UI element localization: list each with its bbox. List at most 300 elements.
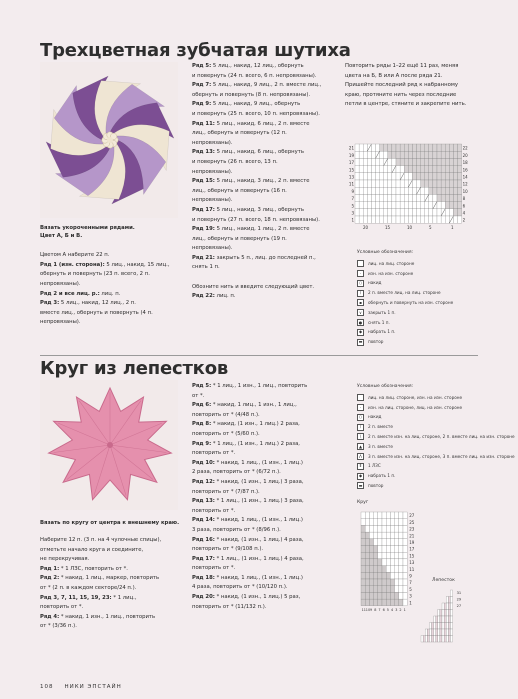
section2-col2-line: [192, 507, 342, 517]
legend1-item: [357, 308, 482, 318]
petal-cell: [427, 629, 429, 636]
chart1-cell: [412, 151, 416, 158]
chart1-cell: [400, 158, 404, 165]
chart1-cell: [380, 180, 384, 187]
section1-col2-line: [192, 216, 337, 226]
section1-col2-row-text: обернуть и повернуть (8 п. непровязаны).: [192, 91, 311, 98]
chart1-cell: [396, 166, 400, 173]
section2-col2-line: [192, 564, 342, 574]
chart2-cell: [403, 532, 407, 539]
section1-col2-line: [192, 72, 337, 82]
legend2-symbol-icon: /: [357, 424, 364, 431]
section1-col3-line: цвета на Б, В или А после ряда 21.: [345, 72, 443, 79]
chart1-cell: [453, 180, 457, 187]
section1-col2-line: [192, 225, 337, 235]
chart1-cell: [433, 209, 437, 216]
section2-col2-line: [192, 526, 342, 536]
chart2-cell: [382, 539, 386, 546]
section1-col2-line: [192, 129, 337, 139]
chart2-cell: [386, 525, 390, 532]
chart1-cell: [400, 216, 404, 223]
petal-cell: [429, 623, 431, 630]
petal-cell: [448, 603, 450, 610]
chart1-row-number: 1: [351, 217, 354, 223]
chart1-cell: [380, 144, 384, 151]
chart2-cell: [361, 519, 365, 526]
chart2-cell: [399, 532, 403, 539]
chart2-cell: [395, 512, 399, 519]
chart1-cell: [388, 187, 392, 194]
chart1-cell: [367, 151, 371, 158]
section2-col1-line: [40, 574, 182, 584]
chart1-cell: [388, 202, 392, 209]
chart1-cell: [433, 173, 437, 180]
legend1-item: [357, 337, 482, 347]
chart1-cell: [453, 216, 457, 223]
section2-col2-line: [192, 382, 342, 392]
petal-cell: [446, 603, 448, 610]
chart2-cell: [369, 599, 373, 606]
chart1-cell: [425, 187, 429, 194]
chart2-row-number: 25: [409, 519, 415, 525]
chart1-cell: [458, 173, 462, 180]
section2-col1-row-text: отметьте начало круга и соедините,: [40, 546, 144, 553]
chart1-cell: [400, 194, 404, 201]
chart2-cell: [365, 525, 369, 532]
section1-col2-row-label: Ряд 21:: [192, 254, 215, 261]
section2-col2-row-text: повторить от * (9/108 п.).: [192, 546, 264, 553]
chart1-cell: [380, 151, 384, 158]
chart2-cell: [365, 559, 369, 566]
chart2-cell: [382, 512, 386, 519]
petal-cell: [442, 616, 444, 623]
chart2-cell: [382, 525, 386, 532]
petal-cell: [450, 616, 452, 623]
chart2-col-number: 10: [365, 607, 371, 612]
chart1-cell: [412, 166, 416, 173]
chart2-cell: [378, 512, 382, 519]
chart1-cell: [441, 202, 445, 209]
section1-col2-row-text: 5 лиц., накид, 1 лиц., 2 п. вместе: [214, 226, 310, 233]
chart1-cell: [449, 144, 453, 151]
legend2-symbol-icon: Λ: [357, 453, 364, 460]
section2-col2-row-text: повторить от * (5/60 п.).: [192, 430, 260, 437]
section2-col2-row-text: от *.: [192, 392, 205, 399]
chart2-row-number: 9: [409, 573, 412, 579]
section2-col2-row-text: * накид, 1 лиц., (1 изн., 1 лиц.): [214, 517, 303, 524]
legend1-label: повтор: [368, 339, 384, 345]
section2-col1-row-text: Наберите 12 п. (3 п. на 4 чулочные спицы),: [40, 537, 162, 543]
petal-cell: [434, 616, 436, 623]
chart1-cell: [425, 216, 429, 223]
chart1-cell: [421, 166, 425, 173]
chart2-cell: [395, 566, 399, 573]
chart2-cell: [386, 579, 390, 586]
section2-col2-line: [192, 488, 342, 498]
chart2-cell: [399, 539, 403, 546]
legend2-label: 2 п. вместе изн. на лиц. стороне, 2 п. вместе лиц. на изн. стороне: [368, 433, 515, 439]
legend1-symbol-icon: ▬: [358, 339, 363, 345]
legend1-label: закрыть 1 п.: [368, 309, 396, 315]
chart1-cell: [433, 144, 437, 151]
chart2-cell: [374, 532, 378, 539]
section2-col1-row-text: повторить от *.: [40, 604, 84, 611]
section1-col2-line: [192, 187, 337, 197]
chart2-cell: [378, 586, 382, 593]
chart2-cell: [395, 532, 399, 539]
chart1-cell: [449, 202, 453, 209]
chart2-row-number: 23: [409, 526, 415, 532]
chart1-cell: [355, 158, 359, 165]
chart1-cell: [453, 194, 457, 201]
section2-caption: Вязать по кругу от центра к внешнему краю.: [40, 520, 180, 526]
section2-col2-row-label: Ряд 6:: [192, 402, 212, 409]
petal-cell: [446, 597, 448, 604]
section2-col1-line: [40, 565, 182, 575]
chart2-cell: [374, 559, 378, 566]
chart1-cell: [367, 173, 371, 180]
legend1-label: снять 1 п.: [368, 319, 390, 325]
section1-col2-row-label: Ряд 9:: [192, 101, 212, 108]
chart1-cell: [388, 158, 392, 165]
chart2-cell: [369, 552, 373, 559]
chart2-cell: [399, 599, 403, 606]
section1-col2-row-text: и повернуть (26 п. всего, 13 п.: [192, 158, 278, 165]
section2-col2-row-text: * накид, 1 лиц., 1 изн., 1 лиц.,: [211, 402, 297, 409]
chart2-cell: [365, 532, 369, 539]
page-footer: [40, 684, 122, 690]
section2-col2-line: [192, 583, 342, 593]
chart1-cell: [392, 187, 396, 194]
section2-col2-line: [192, 401, 342, 411]
chart1-cell: [429, 173, 433, 180]
chart2-cell: [395, 539, 399, 546]
chart1-cell: [380, 187, 384, 194]
petal-cell: [434, 623, 436, 630]
chart1-cell: [388, 166, 392, 173]
legend2-label: накид: [368, 414, 382, 420]
section-title-2: Круг из лепестков: [40, 358, 229, 379]
section1-col2-line: [192, 196, 337, 206]
chart1-cell: [429, 202, 433, 209]
chart1-cell: [384, 144, 388, 151]
legend1-item: [357, 278, 482, 288]
legend2-item: [357, 481, 482, 491]
chart2-cell: [399, 592, 403, 599]
chart2-cell: [395, 519, 399, 526]
chart2-cell: [382, 559, 386, 566]
chart2-cell: [403, 579, 407, 586]
section2-col2-line: [192, 603, 342, 613]
section1-intro-bold: Вязать укороченными рядами.: [40, 225, 135, 231]
chart1-cell: [437, 144, 441, 151]
chart1-cell: [449, 173, 453, 180]
chart1-cell: [363, 151, 367, 158]
chart1-cell: [445, 173, 449, 180]
petal-cell: [446, 636, 448, 643]
section2-col1-line: [40, 603, 182, 613]
chart1-cell: [421, 180, 425, 187]
chart1-cell: [363, 158, 367, 165]
section2-col2-row-label: Ряд 20:: [192, 594, 215, 601]
chart1-cell: [376, 166, 380, 173]
chart2-cell: [386, 599, 390, 606]
petal-cell: [432, 636, 434, 643]
chart2-row-number: 3: [409, 593, 412, 599]
section1-col2-line: [192, 139, 337, 149]
chart1-row-number: 10: [462, 188, 468, 194]
legend1-symbol-icon: ●: [358, 319, 363, 325]
section1-col2-line: [192, 283, 337, 293]
section2-col1-row-text: * 1 ЛЗС, повторить от *.: [59, 565, 128, 572]
chart1-row-number: 21: [348, 145, 354, 151]
petal-cell: [446, 629, 448, 636]
chart1-cell: [449, 158, 453, 165]
petal-cell: [432, 623, 434, 630]
chart1-cell: [433, 151, 437, 158]
chart1-row-number: 4: [462, 210, 466, 216]
chart1-cell: [458, 209, 462, 216]
chart1-row-number: 8: [462, 196, 466, 202]
petal-cell: [429, 629, 431, 636]
chart1-cell: [417, 194, 421, 201]
petal-cell: [438, 610, 440, 617]
chart1-cell: [445, 187, 449, 194]
chart1-cell: [388, 216, 392, 223]
section1-col2-row-label: Ряд 11:: [192, 120, 215, 127]
chart2-cell: [395, 572, 399, 579]
chart2-cell: [386, 532, 390, 539]
chart2-cell: [361, 525, 365, 532]
chart1-cell: [384, 202, 388, 209]
chart1-cell: [371, 202, 375, 209]
chart1-cell: [363, 202, 367, 209]
chart1-cell: [396, 173, 400, 180]
chart1-cell: [404, 216, 408, 223]
chart1-cell: [396, 209, 400, 216]
legend2-item: [357, 471, 482, 481]
chart1-row-number: 12: [462, 181, 468, 187]
legend2-item: [357, 403, 482, 413]
chart2-cell: [374, 579, 378, 586]
section2-col2-row-label: Ряд 8:: [192, 421, 212, 428]
section2-col2-row-text: 3 раза, повторить от * (8/96 п.).: [192, 526, 281, 533]
chart1-cell: [458, 202, 462, 209]
petal-cell: [438, 636, 440, 643]
chart2-cell: [403, 546, 407, 553]
section1-col3-line: петли в центре, стяните и закрепите нить.: [345, 101, 467, 108]
chart1-cell: [441, 166, 445, 173]
section1-col2-row-text: и повернуть (27 п. всего, 18 п. непровязаны).: [192, 216, 320, 223]
chart2-cell: [399, 586, 403, 593]
chart1-cell: [359, 173, 363, 180]
chart1-cell: [396, 187, 400, 194]
chart1-cell: [441, 187, 445, 194]
chart1-cell: [355, 216, 359, 223]
section2-col2-line: [192, 478, 342, 488]
chart2-cell: [378, 532, 382, 539]
chart1-cell: [437, 209, 441, 216]
chart2-cell: [403, 512, 407, 519]
chart1-cell: [359, 158, 363, 165]
petal-cell: [442, 610, 444, 617]
chart1-cell: [429, 194, 433, 201]
section1-col2-row-text: лиц. п.: [214, 293, 236, 300]
chart2-cell: [399, 546, 403, 553]
section1-col2-line: [192, 254, 337, 264]
section1-col3: [345, 62, 480, 110]
legend1-item: [357, 327, 482, 337]
section2-col2-row-label: Ряд 18:: [192, 574, 215, 581]
petal-cell: [427, 636, 429, 643]
chart1-cell: [441, 216, 445, 223]
chart1-cell: [371, 180, 375, 187]
chart1-cell: [371, 216, 375, 223]
chart1-cell: [376, 216, 380, 223]
section-title-1: Трехцветная зубчатая шутиха: [40, 40, 351, 61]
section1-cast-on: Цветом А наберите 22 п.: [40, 252, 110, 259]
chart2-col-number: 1: [403, 607, 406, 612]
chart1-cell: [384, 151, 388, 158]
chart2-cell: [369, 532, 373, 539]
chart1-cell: [355, 151, 359, 158]
section2-col2-row-text: 2 раза, повторить от * (6/72 п.).: [192, 469, 281, 476]
chart1-cell: [458, 166, 462, 173]
chart1-row-number: 22: [462, 145, 468, 151]
chart1-cell: [417, 180, 421, 187]
chart2-cell: [374, 592, 378, 599]
section1-col1-line: [40, 270, 182, 280]
section2-col1-row-label: Ряд 4:: [40, 613, 60, 620]
section1-col2-row-text: 5 лиц., накид, 9 лиц., обернуть: [211, 101, 301, 108]
chart1-cell: [453, 202, 457, 209]
legend1-title: Условные обозначения:: [357, 250, 414, 255]
chart2-cell: [403, 552, 407, 559]
legend1-label: лиц. на лиц. стороне: [368, 260, 415, 266]
chart2-cell: [374, 572, 378, 579]
section-divider: [40, 355, 478, 356]
chart1-cell: [458, 158, 462, 165]
chart2-cell: [378, 539, 382, 546]
section1-col2-row-text: и повернуть (24 п. всего, 6 п. непровязаны).: [192, 72, 317, 79]
section1-col2-line: [192, 177, 337, 187]
chart1-cell: [449, 194, 453, 201]
section1-col2-row-text: 5 лиц., накид, 6 лиц., 2 п. вместе: [214, 120, 310, 127]
chart2-cell: [378, 559, 382, 566]
chart1-cell: [429, 151, 433, 158]
chart1-row-number: 3: [351, 210, 354, 216]
section2-col2-line: [192, 545, 342, 555]
chart2-cell: [382, 546, 386, 553]
section2-col1-line: [40, 622, 182, 632]
petal-cell: [446, 610, 448, 617]
chart2-cell: [369, 512, 373, 519]
chart2-cell: [369, 592, 373, 599]
chart2-cell: [378, 572, 382, 579]
chart2-cell: [378, 552, 382, 559]
chart1-cell: [355, 144, 359, 151]
chart2-cell: [390, 546, 394, 553]
section2-col1-row-text: от * (2 п. в каждом секторе/24 п.).: [40, 584, 137, 591]
petal-cell: [446, 616, 448, 623]
chart1-cell: [367, 202, 371, 209]
chart1-cell: [417, 166, 421, 173]
chart2-cell: [386, 539, 390, 546]
chart1-cell: [417, 209, 421, 216]
chart1-cell: [421, 144, 425, 151]
legend2-item: [357, 442, 482, 452]
chart1-cell: [421, 202, 425, 209]
chart2-cell: [395, 592, 399, 599]
chart1-cell: [376, 144, 380, 151]
chart2-cell: [390, 532, 394, 539]
section1-col2-line: [192, 235, 337, 245]
section2-col2-row-text: повторить от * (7/87 п.).: [192, 488, 260, 495]
chart2-cell: [399, 559, 403, 566]
section2-col2-row-text: повторить от *.: [192, 450, 236, 457]
chart2-cell: [369, 579, 373, 586]
legend1-symbol-icon: [357, 260, 364, 267]
chart1-cell: [392, 180, 396, 187]
section2-col2-row-label: Ряд 16:: [192, 536, 215, 543]
circle-chart-label: Круг: [357, 500, 369, 505]
chart1-cell: [380, 173, 384, 180]
chart1-cell: [441, 180, 445, 187]
chart1-row-number: 9: [351, 188, 354, 194]
chart1-cell: [437, 166, 441, 173]
legend1-symbol-icon: ◆: [358, 329, 363, 335]
legend2-label: набрать 1 п.: [368, 473, 396, 479]
section2-legend: [357, 382, 515, 491]
section2-col1-row-text: * накид, 1 лиц., маркер, повторить: [59, 575, 160, 582]
petal-cell: [432, 629, 434, 636]
section1-col2-row-text: и повернуть (25 п. всего, 10 п. непровязаны).: [192, 110, 320, 117]
legend1-label: обернуть и повернуть на изн. стороне: [368, 299, 454, 305]
chart1-cell: [433, 194, 437, 201]
chart1-cell: [412, 144, 416, 151]
chart1-cell: [404, 158, 408, 165]
chart2-cell: [369, 566, 373, 573]
section1-col1-row-text: 5 лиц., накид, 15 лиц.,: [104, 261, 170, 268]
chart1-cell: [437, 180, 441, 187]
chart2-cell: [378, 599, 382, 606]
chart2-cell: [361, 566, 365, 573]
chart1-cell: [371, 194, 375, 201]
chart2-row-number: 15: [409, 553, 415, 559]
chart1-row-number: 19: [348, 152, 354, 158]
chart2-cell: [378, 546, 382, 553]
chart1-row-number: 16: [462, 167, 468, 173]
chart1-cell: [363, 173, 367, 180]
petal-cell: [442, 636, 444, 643]
chart1-cell: [363, 144, 367, 151]
legend2-item: [357, 412, 482, 422]
chart1-cell: [392, 158, 396, 165]
chart1-cell: [404, 209, 408, 216]
chart1-col-number: 20: [363, 225, 369, 231]
section1-col2-row-label: Ряд 13:: [192, 149, 215, 156]
chart2-cell: [382, 592, 386, 599]
chart2-cell: [403, 539, 407, 546]
section1-col1-row-text: вместе лиц., обернуть и повернуть (4 п.: [40, 309, 153, 316]
chart1-cell: [363, 180, 367, 187]
section1-col2-line: [192, 244, 337, 254]
chart1-cell: [441, 158, 445, 165]
chart2-cell: [374, 599, 378, 606]
section1-col2-row-text: 5 лиц., накид, 9 лиц., 2 п. вместе лиц.,: [211, 82, 322, 89]
chart1-cell: [433, 187, 437, 194]
section2-col2-row-label: Ряд 9:: [192, 440, 212, 447]
